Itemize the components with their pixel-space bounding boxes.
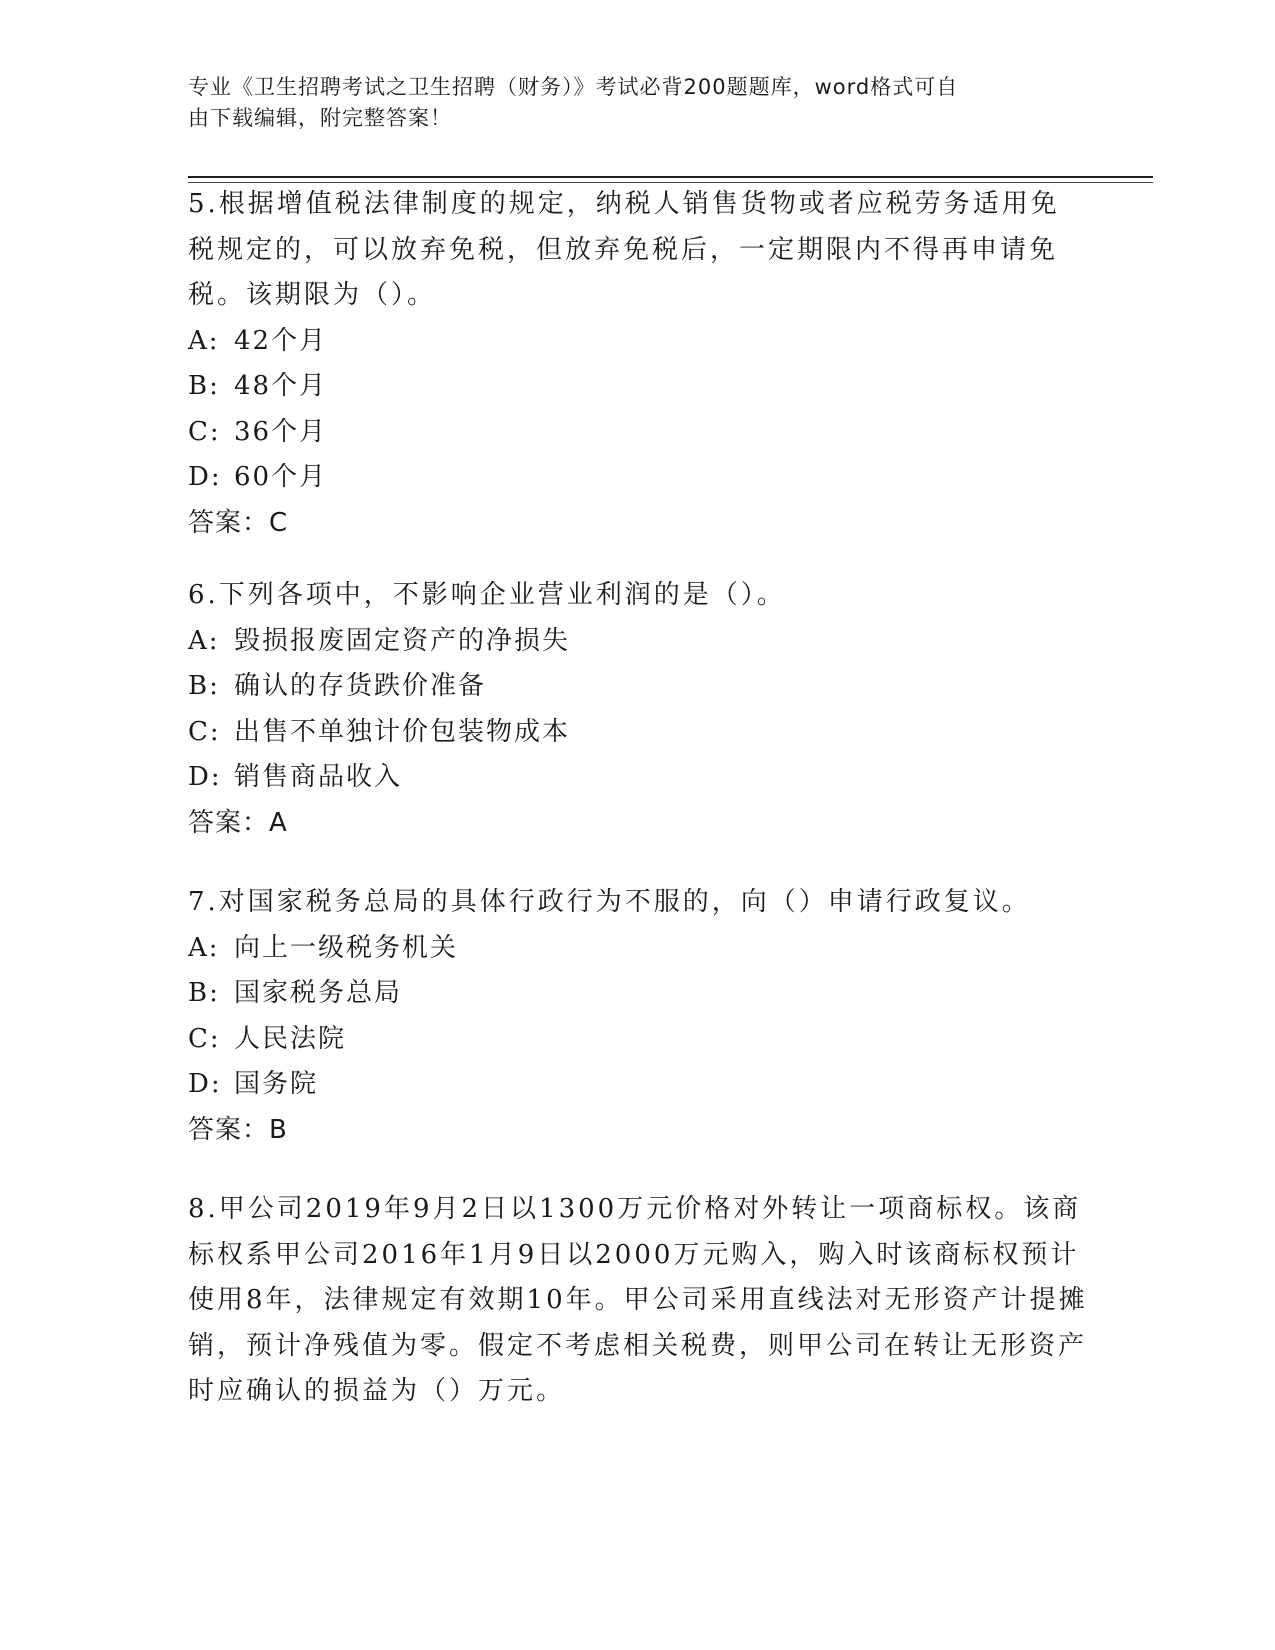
option-letter: A: [188,325,220,356]
header-line-2: 由下载编辑，附完整答案！ [188,106,452,130]
option-c [188,710,1088,756]
option-letter: B: [188,371,220,401]
question-7 [188,880,1088,1153]
option-text: 36个月 [234,416,328,447]
question-stem: 5.根据增值税法律制度的规定，纳税人销售货物或者应税劳务适用免税规定的，可以放弃免税，但放弃免税后，一定期限内不得再申请免税。该期限为（）。 [188,189,1060,310]
option-letter: B: [188,978,220,1008]
option-d [188,455,1088,501]
option-b [188,664,1088,710]
option-letter: D: [188,762,222,792]
option-d [188,1062,1088,1108]
option-text: 48个月 [234,371,328,401]
question-stem: 6.下列各项中，不影响企业营业利润的是（）。 [188,580,786,610]
answer-line: 答案：B [188,1114,288,1145]
option-text: 向上一级税务机关 [234,932,459,963]
option-text: 42个月 [234,325,328,356]
option-letter: C: [188,416,221,447]
option-letter: A: [188,932,220,963]
question-6 [188,573,1088,846]
option-a [188,619,1088,665]
option-letter: B: [188,671,220,701]
option-a [188,926,1088,972]
document-header [188,72,1068,134]
option-letter: C: [188,1023,221,1054]
option-letter: D: [188,1069,222,1099]
option-text: 60个月 [234,462,328,492]
option-b [188,971,1088,1017]
question-stem: 8.甲公司2019年9月2日以1300万元价格对外转让一项商标权。该商标权系甲公司2016年1月9日以2000万元购入，购入时该商标权预计使用8年，法律规定有效期10年。甲公司采用直线法对无形资产计提摊销，预计净残值为零。假定不考虑相关税费，则甲公司在转让无形资产时应确认的损益为（）万元。 [188,1194,1088,1406]
option-letter: C: [188,716,221,747]
option-c [188,410,1088,456]
answer-line: 答案：A [188,807,288,838]
option-text: 国务院 [234,1069,319,1099]
option-text: 人民法院 [234,1023,347,1054]
option-letter: A: [188,625,220,656]
header-divider-thick [188,176,1153,178]
question-8 [188,1187,1088,1415]
option-d [188,755,1088,801]
option-b [188,364,1088,410]
question-stem: 7.对国家税务总局的具体行政行为不服的，向（）申请行政复议。 [188,887,1031,917]
option-text: 确认的存货跌价准备 [234,671,487,701]
option-letter: D: [188,462,222,492]
option-text: 销售商品收入 [234,762,403,792]
header-line-1: 专业《卫生招聘考试之卫生招聘（财务）》考试必背200题题库，word格式可自 [188,75,959,99]
answer-line: 答案：C [188,507,289,538]
option-text: 出售不单独计价包装物成本 [234,716,571,747]
question-5 [188,182,1088,546]
option-text: 毁损报废固定资产的净损失 [234,625,571,656]
option-a [188,319,1088,365]
option-text: 国家税务总局 [234,978,403,1008]
option-c [188,1017,1088,1063]
